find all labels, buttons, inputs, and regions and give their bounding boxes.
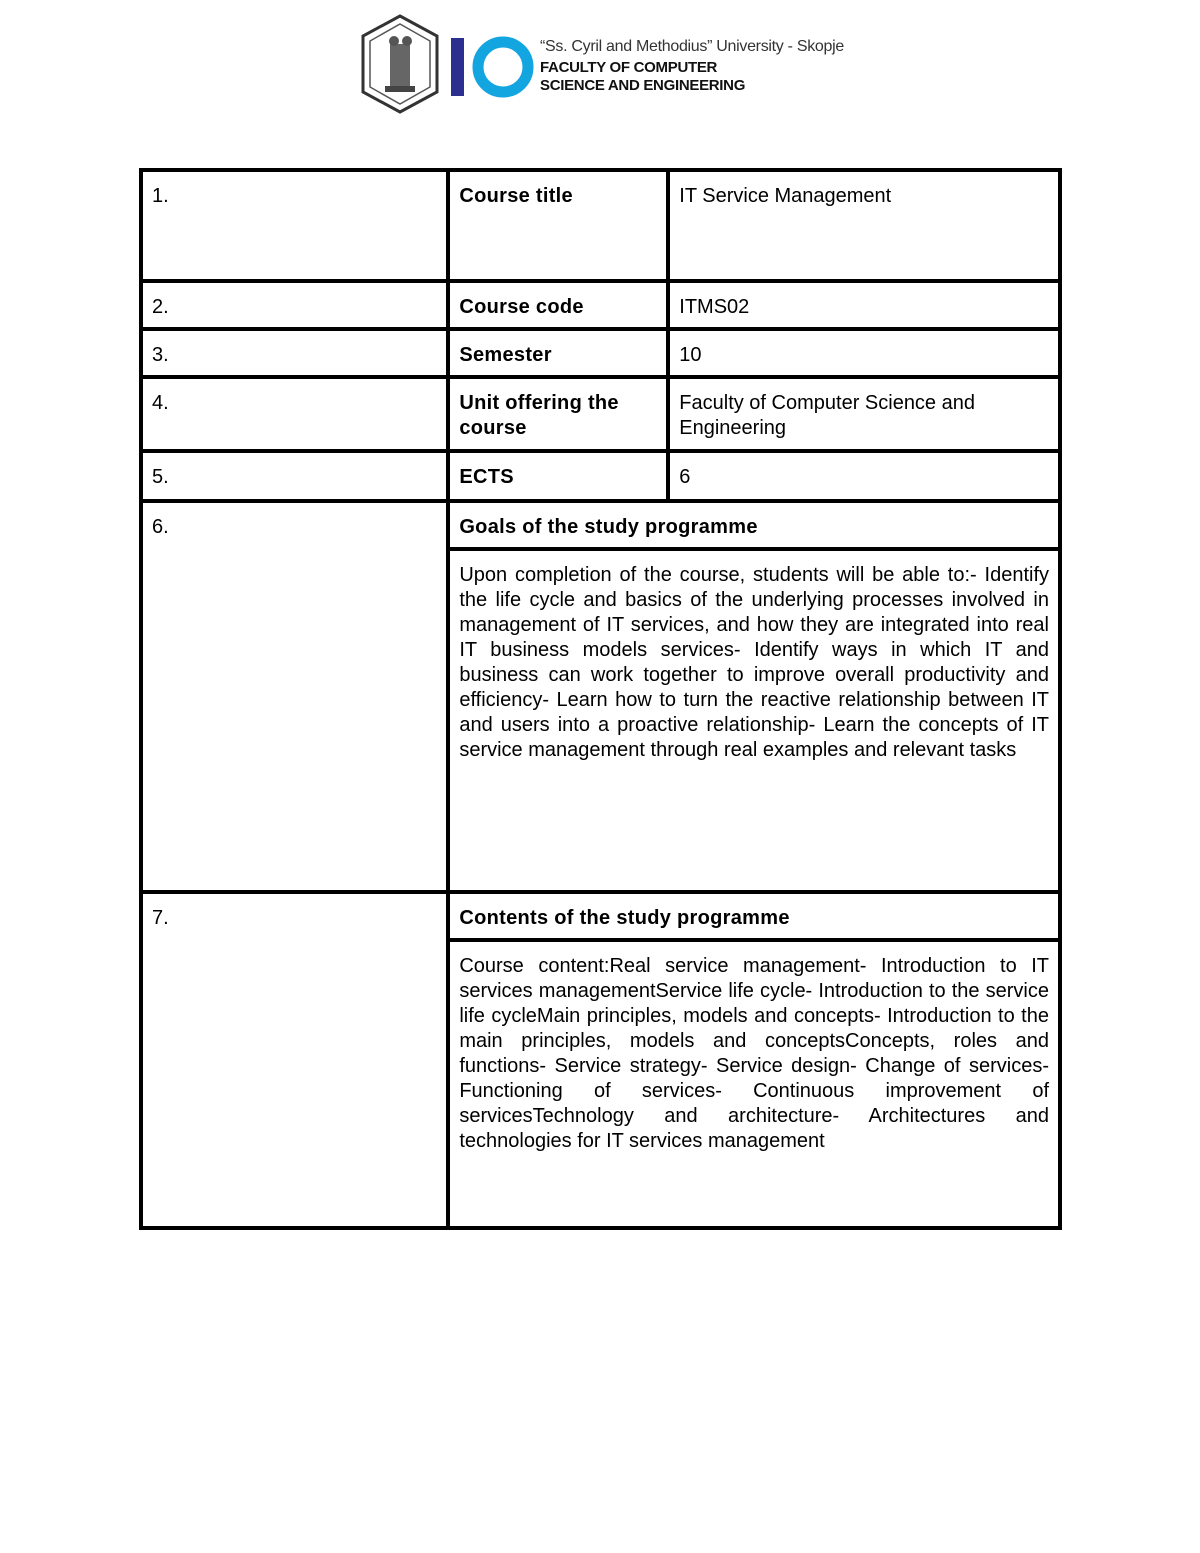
table-row <box>141 377 1060 451</box>
goals-text: Upon completion of the course, students will be able to:- Identify the life cycle and basics of the underlying processes involved in management of IT services, and how they are integrated into real IT business models services- Identify ways in which IT and business can work together to improve overall productivity and efficiency- Learn how to turn the reactive relationship between IT and users into a proactive relationship- Learn the concepts of IT service management through real examples and relevant tasks <box>448 549 1060 892</box>
faculty-header <box>355 14 844 114</box>
ects-label: ECTS <box>448 451 668 501</box>
table-row <box>141 892 1060 940</box>
course-code-label: Course code <box>448 281 668 329</box>
goals-heading: Goals of the study programme <box>448 501 1060 549</box>
unit-value: Faculty of Computer Science and Engineering <box>668 377 1060 451</box>
faculty-name-line-1: FACULTY OF COMPUTER <box>540 59 718 76</box>
row-number: 5. <box>141 451 448 501</box>
contents-heading: Contents of the study programme <box>448 892 1060 940</box>
row-number: 3. <box>141 329 448 377</box>
university-name: “Ss. Cyril and Methodius” University - Skopje <box>540 38 844 55</box>
row-number: 6. <box>141 501 448 892</box>
table-row <box>141 170 1060 281</box>
unit-label: Unit offering the course <box>448 377 668 451</box>
row-number: 4. <box>141 377 448 451</box>
row-number: 7. <box>141 892 448 1228</box>
io-logo-icon <box>449 32 535 102</box>
course-code-value: ITMS02 <box>668 281 1060 329</box>
course-description-table <box>139 168 1062 1230</box>
table-row <box>141 329 1060 377</box>
semester-label: Semester <box>448 329 668 377</box>
semester-value: 10 <box>668 329 1060 377</box>
course-title-label: Course title <box>448 170 668 281</box>
university-seal-icon <box>357 14 443 114</box>
row-number: 1. <box>141 170 448 281</box>
table-row <box>141 281 1060 329</box>
ects-value: 6 <box>668 451 1060 501</box>
table-row <box>141 451 1060 501</box>
course-title-value: IT Service Management <box>668 170 1060 281</box>
faculty-name-line-2: SCIENCE AND ENGINEERING <box>540 77 746 94</box>
contents-text: Course content:Real service management- Introduction to IT services managementService life cycle- Introduction to the service life cycleMain principles, models and concepts- Introduction to the main principles, models and conceptsConcepts, roles and functions- Service strategy- Service design- Change of services- Functioning of services- Continuous improvement of servicesTechnology and architecture- Architectures and technologies for IT services management <box>448 940 1060 1228</box>
table-row <box>141 501 1060 549</box>
row-number: 2. <box>141 281 448 329</box>
